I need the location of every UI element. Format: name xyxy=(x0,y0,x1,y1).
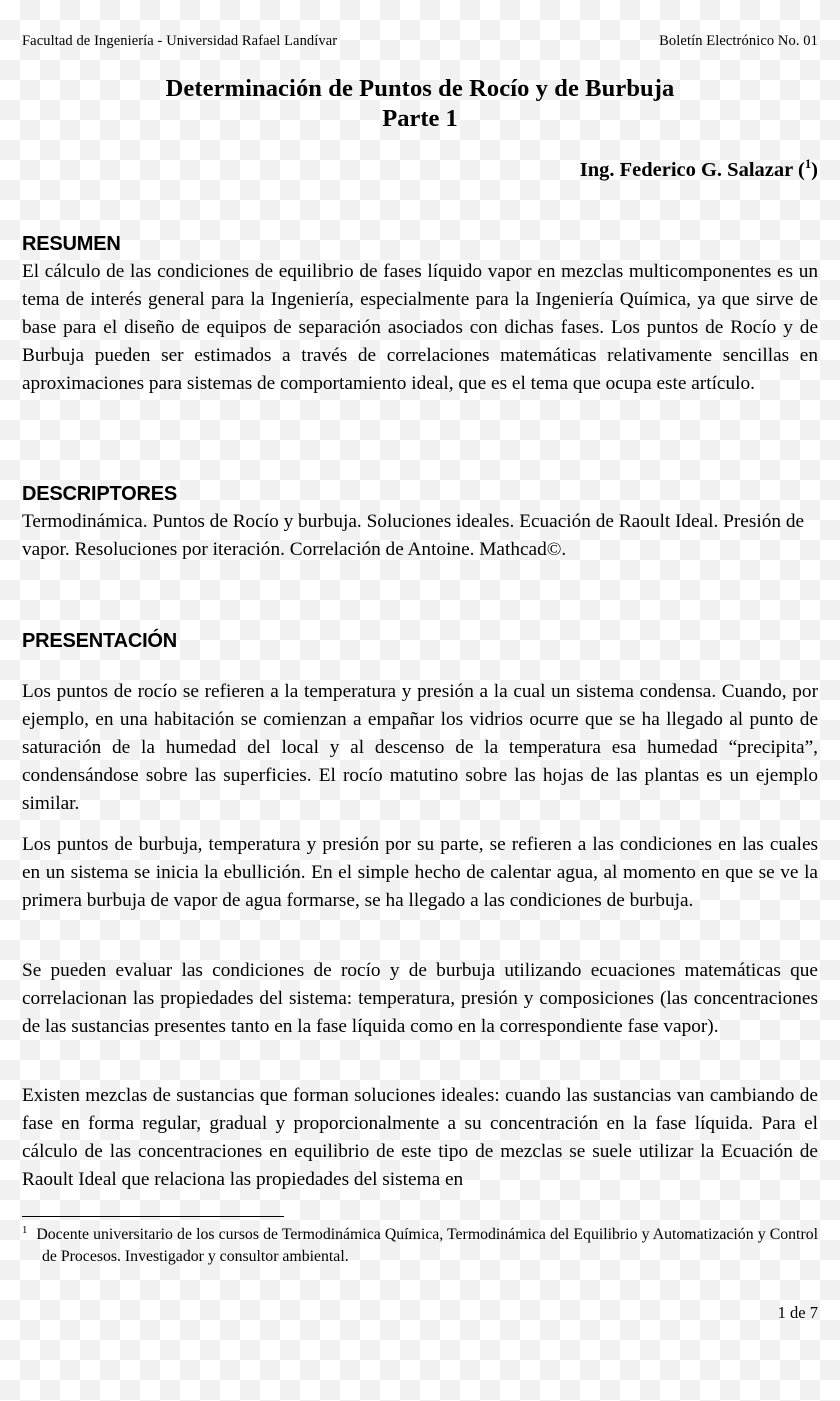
section-heading-resumen: RESUMEN xyxy=(22,233,121,255)
footnote-separator-rule xyxy=(22,1216,284,1217)
page-subtitle: Parte 1 xyxy=(382,105,458,133)
page-footer xyxy=(22,1303,818,1323)
footnote-text xyxy=(22,1224,818,1269)
page-number-label: 1 de 7 xyxy=(777,1303,818,1322)
page-title: Determinación de Puntos de Rocío y de Burbuja xyxy=(165,75,675,102)
header-left-text: Facultad de Ingeniería - Universidad Rafael Landívar xyxy=(22,33,338,49)
header-right-text: Boletín Electrónico No. 01 xyxy=(659,33,818,49)
running-header xyxy=(22,33,818,50)
section-body-resumen: El cálculo de las condiciones de equilibrio de fases líquido vapor en mezclas multicomponentes es un tema de interés general para la Ingeniería, especialmente para la Ingeniería Química, ya que sirve de base para el diseño de equipos de separación asociados con dichas fases. Los puntos de Rocío y de Burbuja pueden ser estimados a través de correlaciones matemáticas relativamente sencillas en aproximaciones para sistemas de comportamiento ideal, que es el tema que ocupa este artículo. xyxy=(22,261,818,395)
paragraph-1: Los puntos de rocío se refieren a la temperatura y presión a la cual un sistema condensa. Cuando, por ejemplo, en una habitación se comienzan a empañar los vidrios ocurre que se ha llegado al punto de saturación de la humedad del local y al descenso de la temperatura esa humedad “precipita”, condensándose sobre las superficies. El rocío matutino sobre las hojas de las plantas es un ejemplo similar. xyxy=(22,681,818,815)
author-name: Ing. Federico G. Salazar ( xyxy=(579,159,805,181)
section-body-descriptores: Termodinámica. Puntos de Rocío y burbuja. Soluciones ideales. Ecuación de Raoult Ideal. Presión de vapor. Resoluciones por iteración. Correlación de Antoine. Mathcad©. xyxy=(22,511,805,561)
footnote-area xyxy=(22,1216,818,1269)
title-block xyxy=(22,74,818,135)
section-heading-presentacion: PRESENTACIÓN xyxy=(22,630,178,652)
footnote-marker: 1 xyxy=(22,1223,28,1236)
section-presentacion xyxy=(22,630,818,653)
footnote-body: Docente universitario de los cursos de Termodinámica Química, Termodinámica del Equilibrio y Automatización y Control de Procesos. Investigador y consultor ambiental. xyxy=(36,1226,818,1266)
author-line xyxy=(22,158,818,183)
section-descriptores xyxy=(22,483,818,564)
author-footnote-marker: 1 xyxy=(804,157,812,172)
author-name-suffix: ) xyxy=(811,159,818,181)
section-heading-descriptores: DESCRIPTORES xyxy=(22,483,178,505)
section-resumen xyxy=(22,233,818,398)
paragraph-4: Existen mezclas de sustancias que forman soluciones ideales: cuando las sustancias van cambiando de fase en forma regular, gradual y proporcionalmente a su concentración en la fase líquida. Para el cálculo de las concentraciones en equilibrio de este tipo de mezclas se suele utilizar la Ecuación de Raoult Ideal que relaciona las propiedades del sistema en xyxy=(22,1085,818,1191)
paragraph-2: Los puntos de burbuja, temperatura y presión por su parte, se refieren a las condiciones en las cuales en un sistema se inicia la ebullición. En el simple hecho de calentar agua, al momento en que se ve la primera burbuja de vapor de agua formarse, se ha llegado a las condiciones de burbuja. xyxy=(22,834,818,912)
paragraph-3: Se pueden evaluar las condiciones de rocío y de burbuja utilizando ecuaciones matemáticas que correlacionan las propiedades del sistema: temperatura, presión y composiciones (las concentraciones de las sustancias presentes tanto en la fase líquida como en la correspondiente fase vapor). xyxy=(22,960,818,1038)
